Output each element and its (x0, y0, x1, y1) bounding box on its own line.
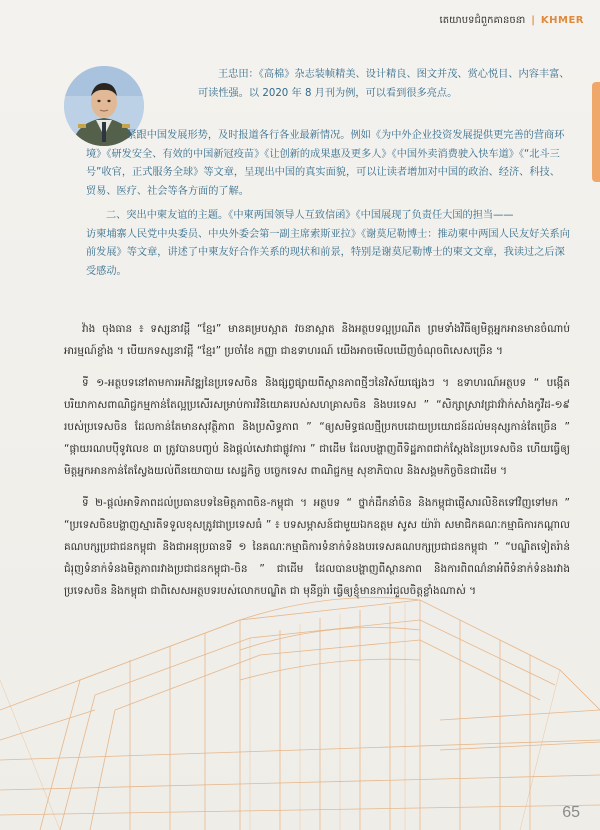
chinese-paragraph-1: 王忠田：《高棉》杂志装帧精美、设计精良、图文并茂、赏心悦目、内容丰富、可读性强。以 2020 年 8 月刊为例，可以看到很多亮点。 (198, 69, 570, 99)
page-header (440, 10, 584, 30)
khmer-paragraph-3: ទី ២-ផ្ដល់អាទិភាពដល់ប្រធានបទនៃមិត្តភាពចិន-កម្ពុជា ។ អត្ថបទ “ ថ្នាក់ដឹកនាំចិន និងកម្ពុជាផ្ញើសារលិខិតទៅវិញទៅមក ” “ប្រទេសចិនបង្ហាញស្មារតីទទួលខុសត្រូវជាប្រទេសធំ ” ៖ បទសម្ភាសន៍ជាមួយឯកឧត្តម សូស យ៉ារ៉ា សមាជិកគណៈកម្មាធិការកណ្ដាលគណបក្សប្រជាជនកម្ពុជា និងជាអនុប្រធានទី ១ នៃគណៈកម្មាធិការទំនាក់ទំនងបរទេសគណបក្សប្រជាជនកម្ពុជា ” “បណ្ឌិតទៀតរ៉ាន់ជំរុញទំនាក់ទំនងមិត្តភាពរវាងប្រជាជនកម្ពុជា-ចិន ” ជាដើម ដែលបានបង្ហាញពីស្ថានភាព និងការពិពណ៌នាអំពីទំនាក់ទំនងរវាងប្រទេសចិន និងកម្ពុជា ជាពិសេសអត្ថបទរបស់លោកបណ្ឌិត ជា មុនីច្ឆរ៉ា ធ្វើឲ្យខ្ញុំមានការរំជួលចិត្តខ្លាំងណាស់ ។ (64, 497, 570, 597)
header-separator: | (531, 14, 535, 26)
building-line-art (0, 560, 600, 830)
chinese-paragraph-3b: 访柬埔寨人民党中央委员、中央外委会第一副主席索斯亚拉》《谢莫尼勒博士：推动柬中两国人民友好关系向前发展》等文章，讲述了中柬友好合作关系的现状和前景，特别是谢莫尼勒博士的柬文文章，我读过之后深受感动。 (86, 228, 570, 277)
page-number: 65 (562, 804, 580, 821)
khmer-paragraph-1: វ៉ាង ចុងធាន ៖ ទស្សនាវដ្ដី “ខ្មែរ” មានគម្របស្អាត វចនាស្អាត និងអត្ថបទល្អប្រណីត ព្រមទាំងវិធីឲ្យមិត្តអ្នកអានមានចំណាប់អារម្មណ៍ខ្លាំង ។ បើយកទស្សនាវដ្ដី “ខ្មែរ” ប្រចាំខែ កញ្ញា ជាឧទាហរណ៍ យើងអាចមើលឃើញចំណុចពិសេសច្រើន ។ (64, 323, 570, 357)
chinese-paragraph-2: 一、紧跟中国发展形势，及时报道各行各业最新情况。例如《为中外企业投资发展提供更完善的营商环境》《研发安全、有效的中国新冠疫苗》《让创新的成果惠及更多人》《中国外卖消费驶入快车道》《“北斗三号”收官，正式服务全球》等文章，呈现出中国的真实面貌，可以让读者增加对中国的政治、经济、科技、贸易、医疗、社会等各方面的了解。 (86, 130, 565, 197)
chinese-paragraph-3a: 二、突出中柬友谊的主题。《中柬两国领导人互致信函》《中国展现了负责任大国的担当—— (106, 210, 514, 221)
chinese-intro-upper (198, 66, 570, 109)
side-tab-marker (592, 82, 600, 182)
khmer-paragraph-2: ទី ១-អត្ថបទនៅតាមការអភិវឌ្ឍនៃប្រទេសចិន និងផ្សព្វផ្សាយពីស្ថានភាពថ្មីៗនៃវិស័យផ្សេងៗ ។ ឧទាហរណ៍អត្ថបទ “ បង្កើតបរិយាកាសពាណិជ្ជកម្មកាន់តែល្អប្រសើរសម្រាប់ការវិនិយោគរបស់សហគ្រាសចិន និងបរទេស ” “សិក្សាស្រាវជ្រាវវ៉ាក់សាំងកូវីដ-១៩ របស់ប្រទេសចិន ដែលកាន់តែមានសុវត្ថិភាព និងប្រសិទ្ធភាព ” “ឲ្យសមិទ្ធផលថ្មីប្រកបដោយប្រយោជន៍ដល់មនុស្សកាន់តែច្រើន ” “ផ្កាយរណបប៉ីទូវលេខ ៣ ត្រូវបានបញ្ចប់ និងផ្ដល់សេវាជាផ្លូវការ ” ជាដើម ដែលបង្ហាញពីទិដ្ឋភាពជាក់ស្ដែងនៃប្រទេសចិន ហើយធ្វើឲ្យមិត្តអ្នកអានកាន់តែស្វែងយល់ពីនយោបាយ សេដ្ឋកិច្ច បច្ចេកទេស ពាណិជ្ជកម្ម សុខាភិបាល និងសង្គមកិច្ចចិនជាដើម ។ (64, 377, 570, 477)
section-title-english: KHMER (540, 14, 584, 26)
chinese-intro-lower (86, 127, 570, 287)
section-title-khmer: តេយាបទជំពួកគានចនា (439, 14, 526, 26)
